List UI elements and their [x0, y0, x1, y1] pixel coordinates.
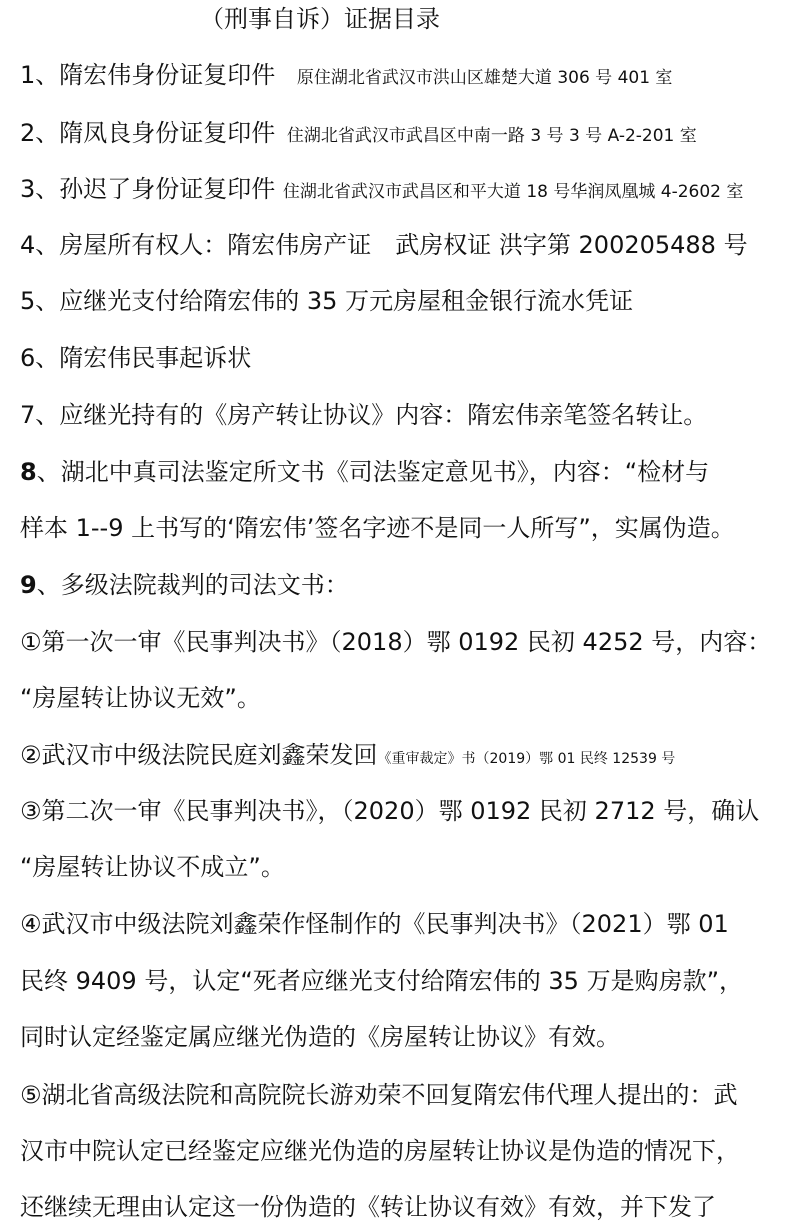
- list-item: [20, 455, 782, 489]
- item-note: 原住湖北省武汉市洪山区雄楚大道 306 号 401 室: [296, 68, 673, 88]
- item-text: 7、应继光持有的《房产转让协议》内容：隋宏伟亲笔签名转让。: [20, 401, 708, 429]
- sub-item-text: ①第一次一审《民事判决书》（2018）鄂 0192 民初 4252 号，内容：: [20, 628, 772, 656]
- sub-item: [20, 794, 782, 828]
- sub-item: [20, 738, 782, 776]
- sub-item: [20, 625, 782, 659]
- sub-item-text: “房屋转让协议无效”。: [20, 684, 261, 712]
- item-text: 3、孙迟了身份证复印件: [20, 175, 276, 203]
- sub-item-text: ②武汉市中级法院民庭刘鑫荣发回: [20, 741, 378, 769]
- list-item: [20, 172, 782, 209]
- sub-item: [20, 907, 782, 941]
- sub-item-text: ⑤湖北省高级法院和高院院长游劝荣不回复隋宏伟代理人提出的：武: [20, 1081, 738, 1109]
- item-text: 、湖北中真司法鉴定所文书《司法鉴定意见书》，内容：“检材与: [36, 458, 710, 486]
- item-text: 样本 1--9 上书写的‘隋宏伟’签名字迹不是同一人所写”，实属伪造。: [20, 514, 735, 542]
- item-number: 8: [20, 458, 37, 486]
- item-number: 9: [20, 571, 37, 599]
- item-note: 住湖北省武汉市武昌区中南一路 3 号 3 号 A-2-201 室: [286, 126, 697, 146]
- sub-item-continuation: [20, 1020, 782, 1054]
- item-text: 4、房屋所有权人：隋宏伟房产证 武房权证 洪字第 200205488 号: [20, 231, 748, 259]
- document-title: （刑事自诉）证据目录: [200, 5, 440, 33]
- list-item: [20, 58, 782, 95]
- list-item-continuation: [20, 511, 782, 545]
- sub-item-continuation: [20, 1190, 782, 1224]
- sub-item-continuation: [20, 850, 782, 884]
- list-item: [20, 341, 782, 375]
- sub-item-text: “房屋转让协议不成立”。: [20, 853, 285, 881]
- item-text: 5、应继光支付给隋宏伟的 35 万元房屋租金银行流水凭证: [20, 287, 634, 315]
- item-text: 1、隋宏伟身份证复印件: [20, 61, 276, 89]
- list-item: [20, 398, 782, 432]
- sub-item-text: 同时认定经鉴定属应继光伪造的《房屋转让协议》有效。: [20, 1023, 620, 1051]
- sub-item-note: 《重审裁定》书（2019）鄂 01 民终 12539 号: [377, 751, 676, 767]
- sub-item-text: 还继续无理由认定这一份伪造的《转让协议有效》有效，并下发了: [20, 1193, 716, 1221]
- sub-item-text: ③第二次一审《民事判决书》，（2020）鄂 0192 民初 2712 号，确认: [20, 797, 760, 825]
- item-text: 6、隋宏伟民事起诉状: [20, 344, 252, 372]
- item-note: 住湖北省武汉市武昌区和平大道 18 号华润凤凰城 4-2602 室: [282, 182, 744, 202]
- item-text: 、多级法院裁判的司法文书：: [36, 571, 349, 599]
- sub-item-continuation: [20, 964, 782, 998]
- list-item: [20, 228, 782, 262]
- sub-item-text: ④武汉市中级法院刘鑫荣作怪制作的《民事判决书》（2021）鄂 01: [20, 910, 729, 938]
- list-item: [20, 284, 782, 318]
- sub-item-text: 民终 9409 号，认定“死者应继光支付给隋宏伟的 35 万是购房款”，: [20, 967, 743, 995]
- sub-item-continuation: [20, 1134, 782, 1168]
- sub-item: [20, 1078, 782, 1112]
- sub-item-continuation: [20, 681, 782, 715]
- sub-item-text: 汉市中院认定已经鉴定应继光伪造的房屋转让协议是伪造的情况下，: [20, 1137, 740, 1165]
- list-item: [20, 116, 782, 153]
- item-text: 2、隋凤良身份证复印件: [20, 119, 276, 147]
- list-item: [20, 568, 782, 602]
